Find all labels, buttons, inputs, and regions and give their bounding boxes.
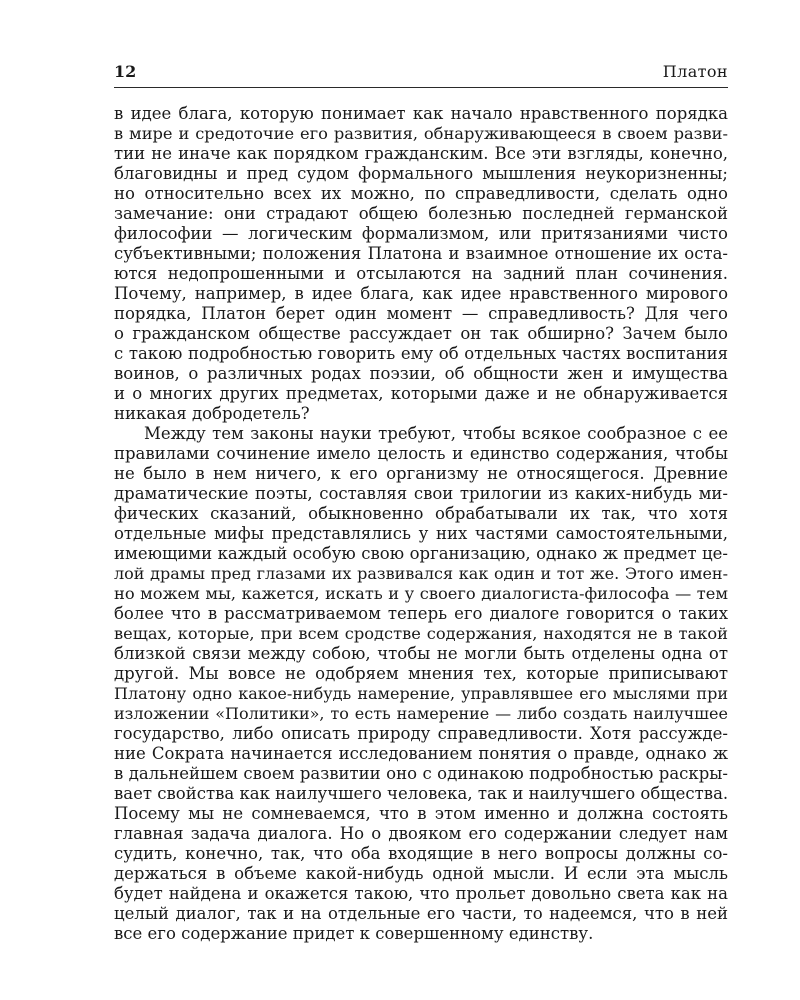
text-line: ются недопрошенными и отсылаются на задний план сочинения. <box>114 264 728 283</box>
text-line: драматические поэты, составляя свои трилогии из каких-нибудь ми- <box>114 484 728 503</box>
running-title: Платон <box>662 62 728 81</box>
page-number: 12 <box>114 62 137 81</box>
text-line: другой. Мы вовсе не одобряем мнения тех, которые приписывают <box>114 664 728 683</box>
text-line: фических сказаний, обыкновенно обрабатывали их так, что хотя <box>114 504 728 523</box>
text-line: отдельные мифы представлялись у них частями самостоятельными, <box>114 524 728 543</box>
text-line: воинов, о различных родах поэзии, об общности жен и имущества <box>114 364 728 383</box>
text-line: о гражданском обществе рассуждает он так обширно? Зачем было <box>114 324 728 343</box>
text-line: с такою подробностью говорить ему об отдельных частях воспитания <box>114 344 728 363</box>
text-line: в идее блага, которую понимает как начало нравственного порядка <box>114 104 728 123</box>
text-line: все его содержание придет к совершенному единству. <box>114 924 594 943</box>
text-line: Между тем законы науки требуют, чтобы всякое сообразное с ее <box>144 424 728 443</box>
body-text <box>114 104 728 944</box>
text-line: лой драмы пред глазами их развивался как один и тот же. Этого имен- <box>114 564 728 583</box>
text-line: держаться в объеме какой-нибудь одной мысли. И если эта мысль <box>114 864 728 883</box>
text-line: ние Сократа начинается исследованием понятия о правде, однако ж <box>114 744 728 763</box>
text-line: более что в рассматриваемом теперь его диалоге говорится о таких <box>114 604 728 623</box>
text-line: порядка, Платон берет один момент — справедливость? Для чего <box>114 304 728 323</box>
book-page <box>114 62 728 944</box>
text-line: и о многих других предметах, которыми даже и не обнаруживается <box>114 384 728 403</box>
text-line: государство, либо описать природу справедливости. Хотя рассужде- <box>114 724 728 743</box>
text-line: главная задача диалога. Но о двояком его содержании следует нам <box>114 824 728 843</box>
text-line: философии — логическим формализмом, или притязаниями чисто <box>114 224 728 243</box>
text-line: вещах, которые, при всем сродстве содержания, находятся не в такой <box>114 624 728 643</box>
text-line: в мире и средоточие его развития, обнаруживающееся в своем разви- <box>114 124 728 143</box>
text-line: Платону одно какое-нибудь намерение, управлявшее его мыслями при <box>114 684 728 703</box>
text-line: целый диалог, так и на отдельные его части, то надеемся, что в ней <box>114 904 728 923</box>
text-line: никакая добродетель? <box>114 404 310 423</box>
text-line: не было в нем ничего, к его организму не относящегося. Древние <box>114 464 728 483</box>
paragraph <box>114 424 728 944</box>
running-header <box>114 62 728 88</box>
text-line: тии не иначе как порядком гражданским. Все эти взгляды, конечно, <box>114 144 728 163</box>
text-line: изложении «Политики», то есть намерение — либо создать наилучшее <box>114 704 728 723</box>
text-line: но можем мы, кажется, искать и у своего диалогиста-философа — тем <box>114 584 728 603</box>
text-line: правилами сочинение имело целость и единство содержания, чтобы <box>114 444 728 463</box>
text-line: но относительно всех их можно, по справедливости, сделать одно <box>114 184 728 203</box>
text-line: замечание: они страдают общею болезнью последней германской <box>114 204 728 223</box>
paragraph <box>114 104 728 424</box>
text-line: Почему, например, в идее блага, как идее нравственного мирового <box>114 284 728 303</box>
text-line: вает свойства как наилучшего человека, так и наилучшего общества. <box>114 784 729 803</box>
text-line: имеющими каждый особую свою организацию, однако ж предмет це- <box>114 544 728 563</box>
text-line: близкой связи между собою, чтобы не могли быть отделены одна от <box>114 644 728 663</box>
text-line: будет найдена и окажется такою, что прольет довольно света как на <box>114 884 728 903</box>
text-line: субъективными; положения Платона и взаимное отношение их оста- <box>114 244 728 263</box>
text-line: Посему мы не сомневаемся, что в этом именно и должна состоять <box>114 804 728 823</box>
text-line: благовидны и пред судом формального мышления неукоризненны; <box>114 164 728 183</box>
text-line: в дальнейшем своем развитии оно с одинакою подробностью раскры- <box>114 764 728 783</box>
text-line: судить, конечно, так, что оба входящие в него вопросы должны со- <box>114 844 728 863</box>
